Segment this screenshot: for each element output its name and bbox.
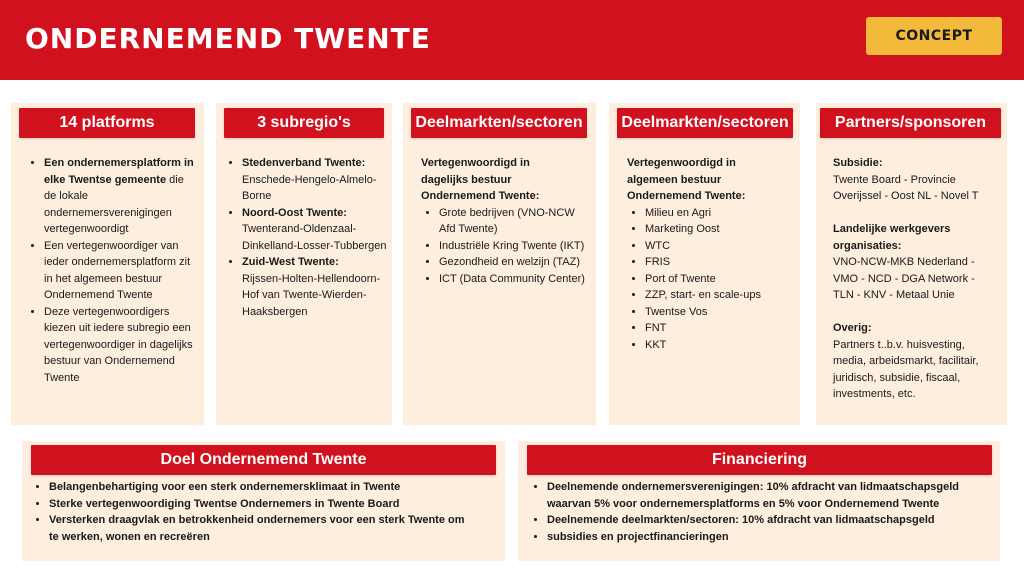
sectors-daily-body: [421, 155, 591, 287]
doel-card: [22, 441, 505, 561]
page-title: ONDERNEMEND TWENTE: [25, 22, 431, 55]
list-item: • Deelnemende deelmarkten/sectoren: 10% afdracht van lidmaatschapsgeld: [547, 512, 984, 529]
list-item: • Deze vertegenwoordigers kiezen uit iedere subregio een vertegenwoordiger in dagelijks bestuur van Ondernemend Twente: [44, 304, 198, 387]
doel-list: [31, 479, 476, 545]
subsidie-label: Subsidie:: [833, 157, 883, 169]
list-item: • Twentse Vos: [645, 304, 797, 321]
list-item: • Gezondheid en welzijn (TAZ): [439, 254, 591, 271]
platforms-body: [26, 155, 198, 386]
sectors-daily-intro: Vertegenwoordigd in dagelijks bestuur Ondernemend Twente:: [421, 157, 540, 202]
doel-body: [31, 479, 476, 545]
list-item: • Zuid-West Twente: Rijssen-Holten-Hellendoorn-Hof van Twente-Wierden-Haaksbergen: [242, 254, 390, 320]
sectors-daily-heading: Deelmarkten/sectoren: [411, 108, 587, 138]
sectors-general-list: [627, 205, 797, 354]
list-item: • Marketing Oost: [645, 221, 797, 238]
sectors-general-intro: Vertegenwoordigd in algemeen bestuur Ondernemend Twente:: [627, 157, 746, 202]
list-item: • Een vertegenwoordiger van ieder ondernemersplatform zit in het algemeen bestuur Ondernemend Twente: [44, 238, 198, 304]
subregios-body: [224, 155, 390, 320]
landelijk-text: VNO-NCW-MKB Nederland - VMO - NCD - DGA Network - TLN - KNV - Metaal Unie: [833, 256, 975, 301]
financiering-heading: Financiering: [527, 445, 992, 475]
sectors-general-card: [609, 103, 800, 425]
header-bar: [0, 0, 1024, 80]
list-item: • Sterke vertegenwoordiging Twentse Ondernemers in Twente Board: [49, 496, 476, 513]
concept-badge: CONCEPT: [866, 17, 1002, 55]
partners-body: [833, 155, 991, 403]
list-item: • Stedenverband Twente: Enschede-Hengelo-Almelo-Borne: [242, 155, 390, 205]
list-item: • FNT: [645, 320, 797, 337]
list-item: • Belangenbehartiging voor een sterk ondernemersklimaat in Twente: [49, 479, 476, 496]
partners-heading: Partners/sponsoren: [820, 108, 1001, 138]
financiering-body: [529, 479, 984, 545]
sectors-general-heading: Deelmarkten/sectoren: [617, 108, 793, 138]
list-item: • Milieu en Agri: [645, 205, 797, 222]
platforms-heading: 14 platforms: [19, 108, 195, 138]
overig-label: Overig:: [833, 322, 872, 334]
doel-heading: Doel Ondernemend Twente: [31, 445, 496, 475]
list-item: • Noord-Oost Twente: Twenterand-Oldenzaal-Dinkelland-Losser-Tubbergen: [242, 205, 390, 255]
list-item: • Versterken draagvlak en betrokkenheid ondernemers voor een sterk Twente om te werken, wonen en recreëren: [49, 512, 476, 545]
financiering-card: [518, 441, 1000, 561]
list-item: • Port of Twente: [645, 271, 797, 288]
landelijk-label: Landelijke werkgevers organisaties:: [833, 223, 951, 252]
partners-card: [816, 103, 1007, 425]
subsidie-text: Twente Board - Provincie Overijssel - Oost NL - Novel T: [833, 173, 979, 202]
sectors-general-body: [627, 155, 797, 353]
sectors-daily-list: [421, 205, 591, 288]
sectors-daily-card: [403, 103, 596, 425]
subregios-card: [216, 103, 392, 425]
financiering-list: [529, 479, 984, 545]
subregios-heading: 3 subregio's: [224, 108, 384, 138]
list-item: • ICT (Data Community Center): [439, 271, 591, 288]
list-item: • Een ondernemersplatform in elke Twentse gemeente die de lokale ondernemersverenigingen vertegenwoordigt: [44, 155, 198, 238]
platforms-list: [26, 155, 198, 386]
list-item: • ZZP, start- en scale-ups: [645, 287, 797, 304]
list-item: • Deelnemende ondernemersverenigingen: 10% afdracht van lidmaatschapsgeld waarvan 5% voor ondernemersplatforms en 5% voor Ondernemend Twente: [547, 479, 984, 512]
subregios-list: [224, 155, 390, 320]
list-item: • KKT: [645, 337, 797, 354]
list-item: • FRIS: [645, 254, 797, 271]
list-item: • Industriële Kring Twente (IKT): [439, 238, 591, 255]
list-item: • WTC: [645, 238, 797, 255]
list-item: • subsidies en projectfinancieringen: [547, 529, 984, 546]
list-item: • Grote bedrijven (VNO-NCW Afd Twente): [439, 205, 591, 238]
overig-text: Partners t..b.v. huisvesting, media, arbeidsmarkt, facilitair, juridisch, subsidie, fiscaal, investments, etc.: [833, 338, 979, 400]
platforms-card: [11, 103, 204, 425]
